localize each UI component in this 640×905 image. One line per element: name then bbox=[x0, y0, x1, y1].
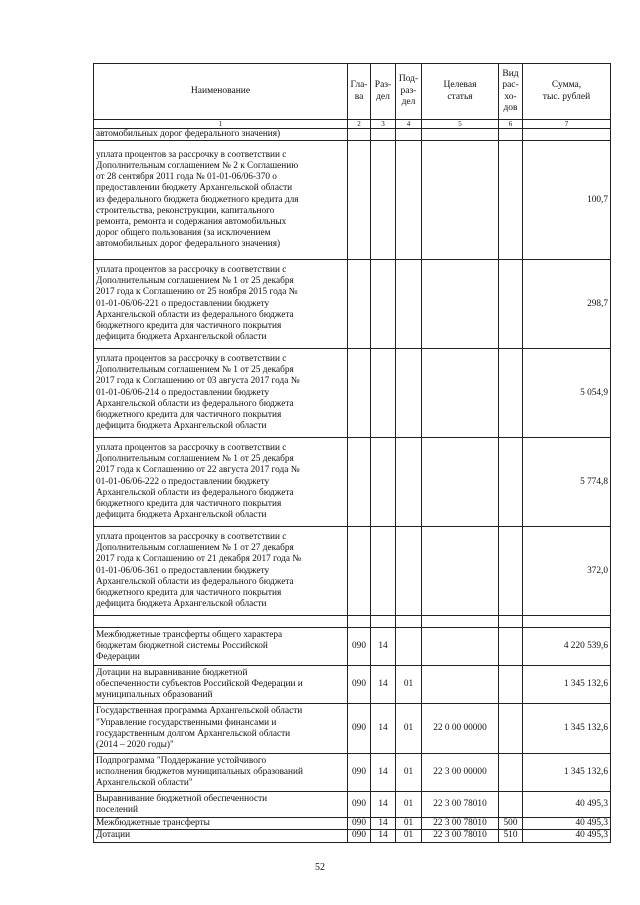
row-exptype bbox=[499, 141, 523, 260]
row-chapter: 090 bbox=[348, 754, 371, 792]
row-subsection: 01 bbox=[396, 830, 422, 842]
table-row bbox=[94, 616, 611, 628]
row-name bbox=[94, 616, 348, 628]
row-exptype bbox=[499, 754, 523, 792]
row-amount: 298,7 bbox=[523, 260, 611, 349]
row-name: Дотации на выравнивание бюджетной обеспеченности субъектов Российской Федерации и муниципальных образований bbox=[94, 666, 348, 704]
row-section bbox=[371, 141, 396, 260]
row-subsection: 01 bbox=[396, 754, 422, 792]
row-name: Межбюджетные трансферты общего характера бюджетам бюджетной системы Российской Федерации bbox=[94, 628, 348, 666]
row-name: уплата процентов за рассрочку в соответствии с Дополнительным соглашением № 1 от 25 декабря 2017 года к Соглашению от 25 ноября 2015 года № 01-01-06/06-221 о предоставлении бюджету Архангельской области из федерального бюджета бюджетного кредита для частичного покрытия дефицита бюджета Архангельской области bbox=[94, 260, 348, 349]
row-amount: 40 495,3 bbox=[523, 830, 611, 842]
row-amount: 5 054,9 bbox=[523, 349, 611, 438]
row-section bbox=[371, 349, 396, 438]
table-row bbox=[94, 666, 611, 704]
row-chapter: 090 bbox=[348, 830, 371, 842]
row-chapter: 090 bbox=[348, 704, 371, 754]
row-exptype bbox=[499, 438, 523, 527]
row-section: 14 bbox=[371, 628, 396, 666]
row-target: 22 3 00 00000 bbox=[422, 754, 499, 792]
table-row bbox=[94, 704, 611, 754]
header-row bbox=[94, 64, 611, 120]
table-row bbox=[94, 438, 611, 527]
header-amount: Сумма, тыс. рублей bbox=[523, 64, 611, 120]
row-name: Межбюджетные трансферты bbox=[94, 818, 348, 830]
row-subsection bbox=[396, 141, 422, 260]
row-exptype bbox=[499, 628, 523, 666]
row-section: 14 bbox=[371, 666, 396, 704]
row-subsection bbox=[396, 527, 422, 616]
row-exptype bbox=[499, 616, 523, 628]
row-chapter bbox=[348, 129, 371, 141]
page-number: 52 bbox=[315, 862, 325, 873]
row-name: Государственная программа Архангельской области "Управление государственными финансами и государственным долгом Архангельской области (2014 – 2020 годы)" bbox=[94, 704, 348, 754]
row-section bbox=[371, 129, 396, 141]
row-target: 22 3 00 78010 bbox=[422, 792, 499, 818]
row-amount: 100,7 bbox=[523, 141, 611, 260]
row-target bbox=[422, 616, 499, 628]
row-section: 14 bbox=[371, 818, 396, 830]
table-row bbox=[94, 830, 611, 842]
table-row bbox=[94, 141, 611, 260]
row-subsection bbox=[396, 260, 422, 349]
row-exptype bbox=[499, 792, 523, 818]
row-subsection: 01 bbox=[396, 704, 422, 754]
column-number: 7 bbox=[523, 120, 611, 129]
row-chapter bbox=[348, 438, 371, 527]
row-target bbox=[422, 438, 499, 527]
column-number: 6 bbox=[499, 120, 523, 129]
row-name: уплата процентов за рассрочку в соответствии с Дополнительным соглашением № 1 от 27 декабря 2017 года к Соглашению от 21 декабря 2017 года № 01-01-06/06-361 о предоставлении бюджету Архангельской области из федерального бюджета бюджетного кредита для частичного покрытия дефицита бюджета Архангельской области bbox=[94, 527, 348, 616]
row-target bbox=[422, 527, 499, 616]
row-amount: 40 495,3 bbox=[523, 792, 611, 818]
row-chapter bbox=[348, 141, 371, 260]
table-row bbox=[94, 527, 611, 616]
table-row bbox=[94, 628, 611, 666]
row-name: Дотации bbox=[94, 830, 348, 842]
row-section: 14 bbox=[371, 754, 396, 792]
row-target: 22 3 00 78010 bbox=[422, 818, 499, 830]
row-chapter: 090 bbox=[348, 792, 371, 818]
column-number: 2 bbox=[348, 120, 371, 129]
row-target: 22 3 00 78010 bbox=[422, 830, 499, 842]
row-subsection: 01 bbox=[396, 818, 422, 830]
table-row bbox=[94, 129, 611, 141]
row-section bbox=[371, 616, 396, 628]
row-target bbox=[422, 129, 499, 141]
row-exptype bbox=[499, 527, 523, 616]
row-chapter bbox=[348, 349, 371, 438]
row-exptype bbox=[499, 260, 523, 349]
row-exptype bbox=[499, 704, 523, 754]
header-target: Целевая статья bbox=[422, 64, 499, 120]
column-number-row bbox=[94, 120, 611, 129]
row-subsection bbox=[396, 628, 422, 666]
row-name: уплата процентов за рассрочку в соответствии с Дополнительным соглашением № 1 от 25 декабря 2017 года к Соглашению от 03 августа 2017 года № 01-01-06/06-214 о предоставлении бюджету Архангельской области из федерального бюджета бюджетного кредита для частичного покрытия дефицита бюджета Архангельской области bbox=[94, 349, 348, 438]
row-subsection bbox=[396, 438, 422, 527]
row-section: 14 bbox=[371, 792, 396, 818]
row-name: Подпрограмма "Поддержание устойчивого исполнения бюджетов муниципальных образований Архангельской области" bbox=[94, 754, 348, 792]
row-exptype bbox=[499, 129, 523, 141]
row-chapter: 090 bbox=[348, 628, 371, 666]
row-target bbox=[422, 260, 499, 349]
header-chapter: Гла- ва bbox=[348, 64, 371, 120]
row-chapter: 090 bbox=[348, 666, 371, 704]
row-subsection bbox=[396, 349, 422, 438]
row-amount: 4 220 539,6 bbox=[523, 628, 611, 666]
row-target bbox=[422, 141, 499, 260]
row-chapter bbox=[348, 616, 371, 628]
row-exptype: 500 bbox=[499, 818, 523, 830]
row-target bbox=[422, 349, 499, 438]
table-row bbox=[94, 818, 611, 830]
table-row bbox=[94, 754, 611, 792]
row-amount: 372,0 bbox=[523, 527, 611, 616]
table-row bbox=[94, 260, 611, 349]
row-target bbox=[422, 628, 499, 666]
row-amount bbox=[523, 129, 611, 141]
row-amount: 1 345 132,6 bbox=[523, 666, 611, 704]
row-amount: 1 345 132,6 bbox=[523, 704, 611, 754]
row-target: 22 0 00 00000 bbox=[422, 704, 499, 754]
row-section: 14 bbox=[371, 830, 396, 842]
header-section: Раз- дел bbox=[371, 64, 396, 120]
row-subsection: 01 bbox=[396, 666, 422, 704]
row-amount: 40 495,3 bbox=[523, 818, 611, 830]
row-subsection bbox=[396, 616, 422, 628]
row-section bbox=[371, 438, 396, 527]
row-target bbox=[422, 666, 499, 704]
column-number: 1 bbox=[94, 120, 348, 129]
row-amount: 1 345 132,6 bbox=[523, 754, 611, 792]
row-subsection: 01 bbox=[396, 792, 422, 818]
row-name: Выравнивание бюджетной обеспеченности поселений bbox=[94, 792, 348, 818]
header-name: Наименование bbox=[94, 64, 348, 120]
budget-table bbox=[93, 63, 611, 843]
row-amount: 5 774,8 bbox=[523, 438, 611, 527]
row-chapter bbox=[348, 527, 371, 616]
table-row bbox=[94, 349, 611, 438]
column-number: 3 bbox=[371, 120, 396, 129]
row-exptype bbox=[499, 349, 523, 438]
row-exptype: 510 bbox=[499, 830, 523, 842]
row-subsection bbox=[396, 129, 422, 141]
table-row bbox=[94, 792, 611, 818]
column-number: 4 bbox=[396, 120, 422, 129]
row-exptype bbox=[499, 666, 523, 704]
row-amount bbox=[523, 616, 611, 628]
column-number: 5 bbox=[422, 120, 499, 129]
row-chapter: 090 bbox=[348, 818, 371, 830]
row-section bbox=[371, 260, 396, 349]
header-exptype: Вид рас- хо- дов bbox=[499, 64, 523, 120]
row-section: 14 bbox=[371, 704, 396, 754]
header-subsection: Под- раз- дел bbox=[396, 64, 422, 120]
row-name: уплата процентов за рассрочку в соответствии с Дополнительным соглашением № 2 к Соглашению от 28 сентября 2011 года № 01-01-06/06-370 о предоставлении бюджету Архангельской области из федерального бюджета бюджетного кредита для строительства, реконструкции, капитального ремонта, ремонта и содержания автомобильных дорог общего пользования (за исключением автомобильных дорог федерального значения) bbox=[94, 141, 348, 260]
row-chapter bbox=[348, 260, 371, 349]
row-name: уплата процентов за рассрочку в соответствии с Дополнительным соглашением № 1 от 25 декабря 2017 года к Соглашению от 22 августа 2017 года № 01-01-06/06-222 о предоставлении бюджету Архангельской области из федерального бюджета бюджетного кредита для частичного покрытия дефицита бюджета Архангельской области bbox=[94, 438, 348, 527]
row-section bbox=[371, 527, 396, 616]
row-name: автомобильных дорог федерального значения) bbox=[94, 129, 348, 141]
